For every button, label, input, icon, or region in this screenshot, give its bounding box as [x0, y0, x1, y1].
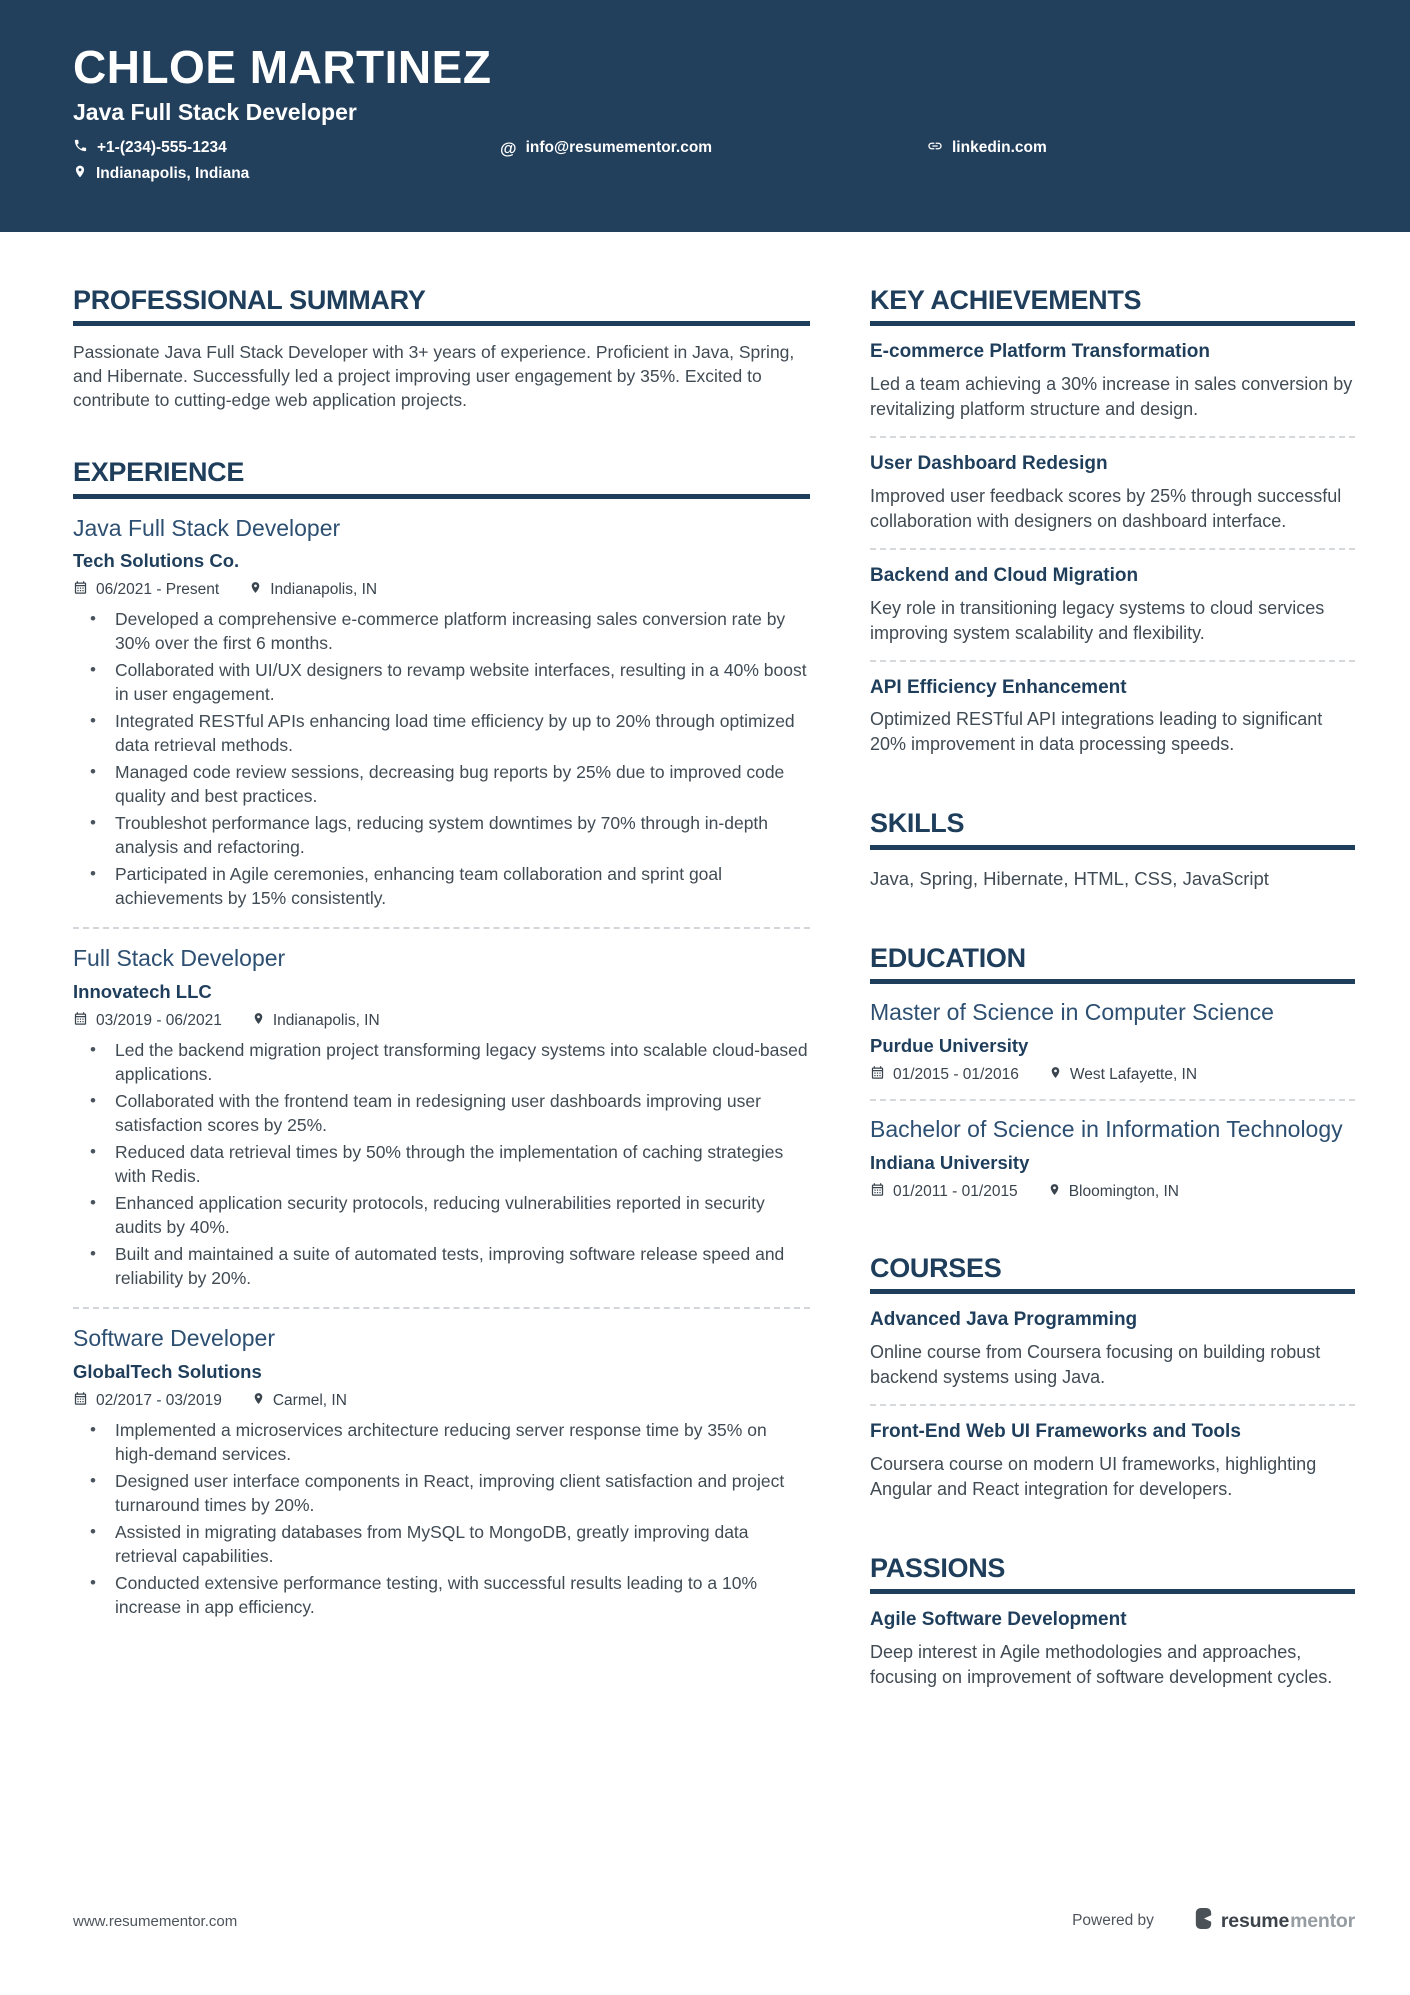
section-heading: PASSIONS: [870, 1552, 1006, 1583]
pin-icon: [252, 1391, 265, 1411]
bullet-item: • Troubleshot performance lags, reducing system downtimes by 70% through in-depth analysis and refactoring.: [73, 811, 810, 859]
divider: [870, 548, 1355, 550]
bullet-item: • Enhanced application security protocols, reducing vulnerabilities reported in security audits by 40%.: [73, 1191, 810, 1239]
company-name: Innovatech LLC: [73, 981, 212, 1003]
achievement-title: API Efficiency Enhancement: [870, 676, 1127, 698]
pin-icon: [249, 580, 262, 600]
job-dates: 03/2019 - 06/2021: [73, 1011, 222, 1031]
education-dates: 01/2015 - 01/2016: [870, 1065, 1019, 1085]
course-text: Coursera course on modern UI frameworks, highlighting Angular and React integration for developers.: [870, 1453, 1317, 1499]
section-experience: [73, 458, 810, 1619]
achievement-title: Backend and Cloud Migration: [870, 564, 1139, 586]
bullet-item: • Assisted in migrating databases from MySQL to MongoDB, greatly improving data retrieval capabilities.: [73, 1520, 810, 1568]
job-title: Java Full Stack Developer: [73, 514, 341, 541]
job-location: Indianapolis, IN: [249, 580, 377, 600]
bullet-item: • Built and maintained a suite of automated tests, improving software release speed and reliability by 20%.: [73, 1242, 810, 1290]
job-title: Full Stack Developer: [73, 945, 286, 972]
section-courses: [870, 1254, 1355, 1502]
divider: [870, 660, 1355, 662]
bullet-item: • Designed user interface components in React, improving client satisfaction and project turnaround times by 20%.: [73, 1469, 810, 1517]
section-rule: [870, 845, 1355, 850]
education-location: Bloomington, IN: [1048, 1182, 1179, 1202]
education-dates: 01/2011 - 01/2015: [870, 1182, 1018, 1202]
section-rule: [870, 321, 1355, 326]
achievement-item: [870, 676, 1355, 758]
passion-text: Deep interest in Agile methodologies and approaches, focusing on improvement of software development cycles.: [870, 1641, 1333, 1687]
phone-number: +1-(234)-555-1234: [97, 139, 227, 157]
job-location: Indianapolis, IN: [252, 1011, 380, 1031]
education-location: West Lafayette, IN: [1049, 1065, 1197, 1085]
achievement-text: Key role in transitioning legacy systems to cloud services improving system scalability and flexibility.: [870, 597, 1325, 643]
skills-list: Java, Spring, Hibernate, HTML, CSS, JavaScript: [870, 867, 1269, 889]
section-education: [870, 944, 1355, 1202]
job-title: Software Developer: [73, 1325, 275, 1352]
section-heading: SKILLS: [870, 808, 965, 839]
section-heading: EDUCATION: [870, 942, 1026, 973]
education-meta: [870, 1182, 1355, 1202]
at-icon: @: [500, 138, 517, 158]
section-rule: [870, 1589, 1355, 1594]
course-title: Advanced Java Programming: [870, 1309, 1138, 1331]
powered-by: [1072, 1907, 1355, 1935]
left-column: [73, 286, 810, 1907]
school-name: Purdue University: [870, 1035, 1029, 1057]
job-meta: [73, 1391, 810, 1411]
education-meta: [870, 1065, 1355, 1085]
resume-body: [0, 232, 1410, 1907]
section-professional-summary: [73, 286, 810, 412]
job-bullets: [73, 1038, 810, 1290]
logo-text-mentor: mentor: [1290, 1909, 1355, 1932]
divider: [73, 1307, 810, 1309]
achievement-item: [870, 340, 1355, 422]
section-heading: KEY ACHIEVEMENTS: [870, 285, 1142, 315]
location-text: Indianapolis, Indiana: [96, 164, 250, 182]
phone-icon: [73, 138, 88, 158]
pin-icon: [1049, 1065, 1062, 1085]
section-heading: EXPERIENCE: [73, 457, 245, 488]
bullet-item: • Developed a comprehensive e-commerce platform increasing sales conversion rate by 30% over the first 6 months.: [73, 607, 810, 655]
bullet-item: • Implemented a microservices architecture reducing server response time by 35% on high-demand services.: [73, 1418, 810, 1466]
company-name: Tech Solutions Co.: [73, 550, 240, 572]
link-icon: [927, 138, 943, 159]
divider: [73, 927, 810, 929]
summary-text: Passionate Java Full Stack Developer with 3+ years of experience. Proficient in Java, Spring, and Hibernate. Successfully led a project improving user engagement by 35%. Excited to contribute to cutting-edge web application projects.: [73, 342, 795, 411]
achievement-text: Improved user feedback scores by 25% through successful collaboration with designers on dashboard interface.: [870, 485, 1342, 531]
section-heading: PROFESSIONAL SUMMARY: [73, 285, 426, 315]
contact-phone: [73, 138, 500, 158]
achievement-text: Optimized RESTful API integrations leading to significant 20% improvement in data processing speeds.: [870, 709, 1323, 755]
section-rule: [73, 494, 810, 499]
course-text: Online course from Coursera focusing on building robust backend systems using Java.: [870, 1342, 1321, 1388]
achievement-text: Led a team achieving a 30% increase in sales conversion by revitalizing platform structure and design.: [870, 374, 1353, 420]
resumementor-logo: [1192, 1907, 1355, 1935]
linkedin-url: linkedin.com: [952, 139, 1047, 157]
contact-location: [73, 164, 500, 184]
pin-icon: [252, 1011, 265, 1031]
education-entry: [870, 1114, 1355, 1202]
achievement-title: E-commerce Platform Transformation: [870, 341, 1210, 363]
experience-entry: [73, 944, 810, 1290]
job-meta: [73, 1011, 810, 1031]
job-dates: 06/2021 - Present: [73, 580, 219, 600]
website-link[interactable]: www.resumementor.com: [73, 1912, 238, 1930]
section-skills: [870, 809, 1355, 891]
calendar-icon: [73, 1011, 88, 1031]
contact-linkedin[interactable]: [927, 138, 1355, 159]
experience-entry: [73, 514, 810, 911]
section-passions: [870, 1554, 1355, 1690]
course-item: [870, 1420, 1355, 1502]
divider: [870, 1099, 1355, 1101]
bullet-item: • Conducted extensive performance testing, with successful results leading to a 10% increase in app efficiency.: [73, 1571, 810, 1619]
experience-entry: [73, 1324, 810, 1619]
course-item: [870, 1308, 1355, 1390]
candidate-name: CHLOE MARTINEZ: [73, 41, 492, 93]
section-key-achievements: [870, 286, 1355, 757]
contact-info: [73, 138, 1355, 184]
degree-title: Bachelor of Science in Information Technology: [870, 1116, 1343, 1143]
right-column: [870, 286, 1355, 1907]
calendar-icon: [73, 1391, 88, 1411]
bullet-item: • Managed code review sessions, decreasing bug reports by 25% due to improved code quality and best practices.: [73, 760, 810, 808]
bullet-item: • Collaborated with UI/UX designers to revamp website interfaces, resulting in a 40% boost in user engagement.: [73, 658, 810, 706]
job-bullets: [73, 1418, 810, 1619]
calendar-icon: [870, 1182, 885, 1202]
bullet-item: • Reduced data retrieval times by 50% through the implementation of caching strategies with Redis.: [73, 1140, 810, 1188]
achievement-item: [870, 452, 1355, 534]
bullet-item: • Led the backend migration project transforming legacy systems into scalable cloud-based applications.: [73, 1038, 810, 1086]
resume-header: [0, 0, 1410, 232]
calendar-icon: [73, 580, 88, 600]
divider: [870, 1404, 1355, 1406]
job-dates: 02/2017 - 03/2019: [73, 1391, 222, 1411]
section-rule: [870, 979, 1355, 984]
bullet-item: • Participated in Agile ceremonies, enhancing team collaboration and sprint goal achievements by 15% consistently.: [73, 862, 810, 910]
education-entry: [870, 997, 1355, 1085]
job-meta: [73, 580, 810, 600]
logo-text-resume: resume: [1220, 1909, 1290, 1932]
achievement-title: User Dashboard Redesign: [870, 453, 1108, 475]
bullet-item: • Integrated RESTful APIs enhancing load time efficiency by up to 20% through optimized data retrieval methods.: [73, 709, 810, 757]
job-location: Carmel, IN: [252, 1391, 347, 1411]
calendar-icon: [870, 1065, 885, 1085]
company-name: GlobalTech Solutions: [73, 1360, 262, 1382]
pin-icon: [73, 164, 87, 184]
section-rule: [870, 1289, 1355, 1294]
degree-title: Master of Science in Computer Science: [870, 999, 1274, 1026]
candidate-job-title: Java Full Stack Developer: [73, 98, 357, 125]
page-footer: [0, 1907, 1410, 1995]
achievement-item: [870, 564, 1355, 646]
contact-email[interactable]: [500, 139, 927, 157]
school-name: Indiana University: [870, 1152, 1030, 1174]
section-rule: [73, 321, 810, 326]
divider: [870, 436, 1355, 438]
bullet-item: • Collaborated with the frontend team in redesigning user dashboards improving user satisfaction scores by 25%.: [73, 1089, 810, 1137]
course-title: Front-End Web UI Frameworks and Tools: [870, 1421, 1241, 1443]
email-address: info@resumementor.com: [525, 139, 713, 157]
powered-by-label: Powered by: [1072, 1912, 1154, 1929]
pin-icon: [1048, 1182, 1061, 1202]
job-bullets: [73, 607, 810, 910]
section-heading: COURSES: [870, 1253, 1002, 1284]
resumementor-logo-icon: [1192, 1907, 1215, 1935]
passion-item: [870, 1608, 1355, 1690]
passion-title: Agile Software Development: [870, 1609, 1127, 1631]
